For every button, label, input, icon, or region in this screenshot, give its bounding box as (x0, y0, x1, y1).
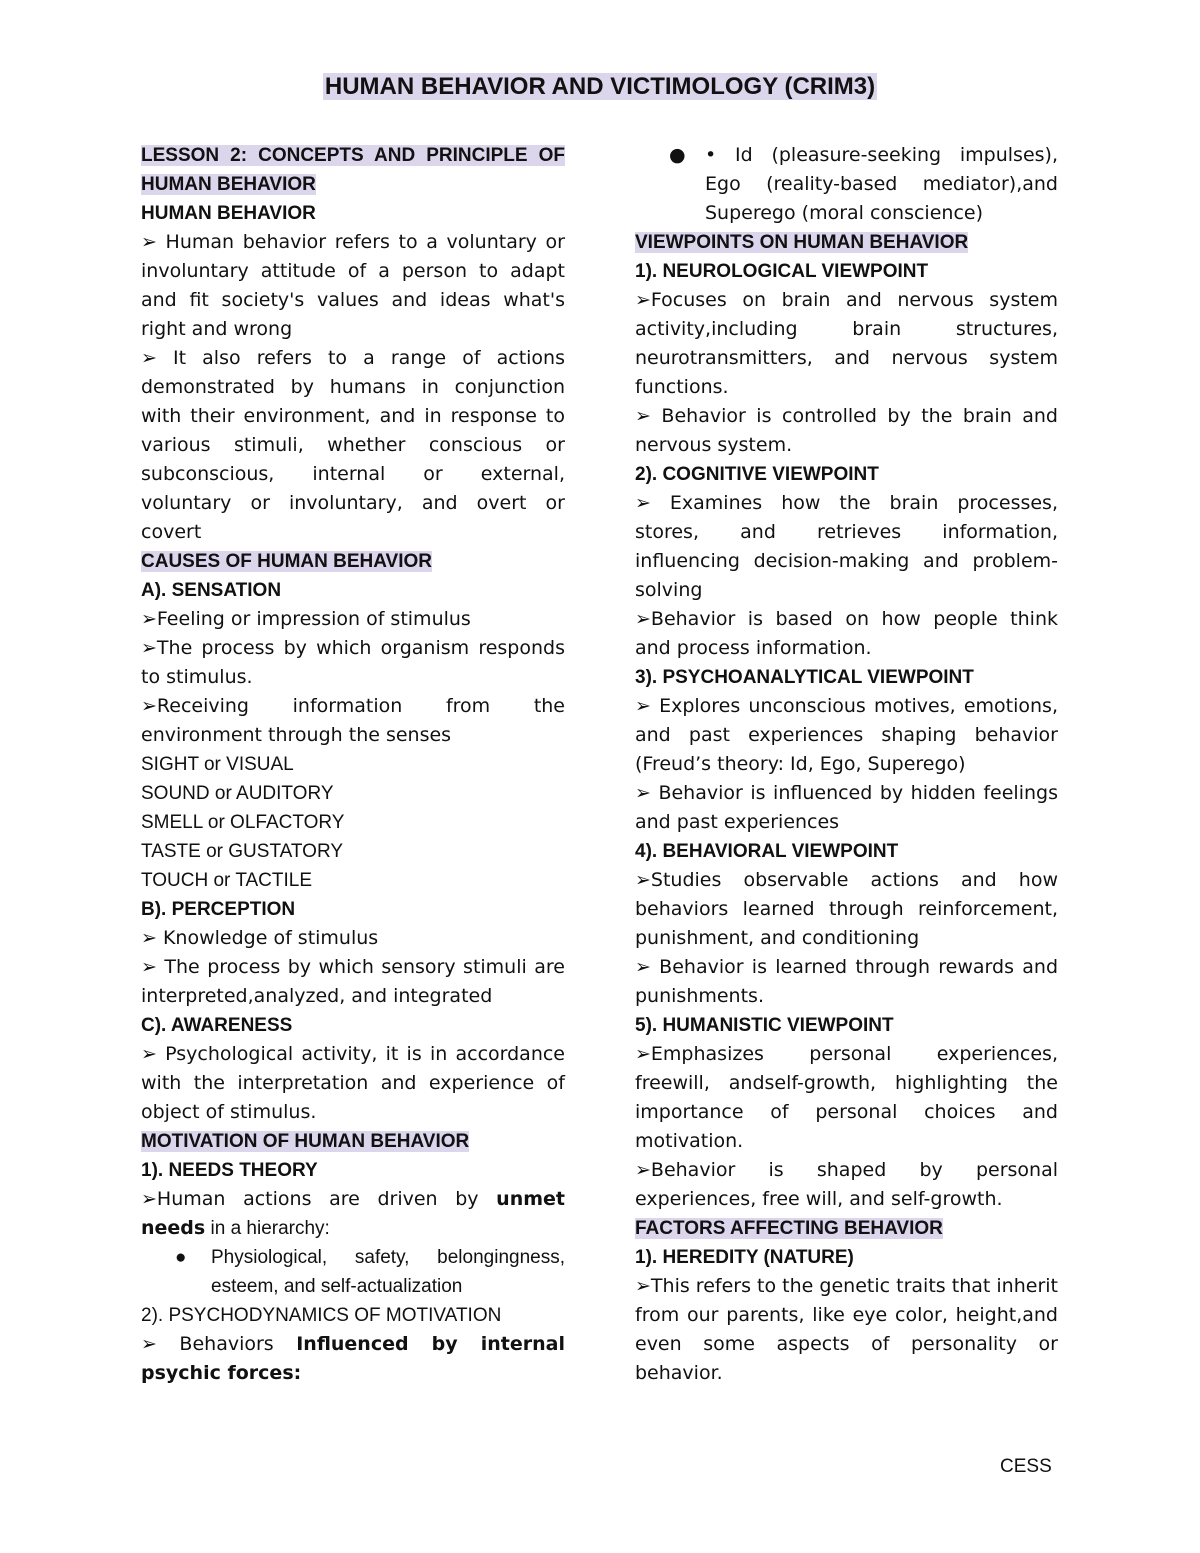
human-behavior-paragraph: ➢ It also refers to a range of actions demonstrated by humans in conjunction with their environment, and in response to various stimuli, whether conscious or subconscious, internal or external, voluntary or involuntary, and overt or covert (141, 347, 565, 543)
sense-item: SOUND or AUDITORY (141, 783, 334, 804)
psychoanalytical-paragraph: ➢ Explores unconscious motives, emotions, and past experiences shaping behavior (Freud’s theory: Id, Ego, Superego) (635, 695, 1058, 775)
neurological-paragraph: ➢ Behavior is controlled by the brain and nervous system. (635, 405, 1058, 456)
footer-label: CESS (1000, 1456, 1052, 1477)
perception-paragraph: ➢ The process by which sensory stimuli are interpreted,analyzed, and integrated (141, 956, 565, 1007)
causes-heading: CAUSES OF HUMAN BEHAVIOR (141, 551, 432, 572)
behavioral-heading: 4). BEHAVIORAL VIEWPOINT (635, 841, 899, 862)
lesson-heading: LESSON 2: CONCEPTS AND PRINCIPLE OF HUMAN BEHAVIOR (141, 145, 565, 195)
human-behavior-paragraph: ➢ Human behavior refers to a voluntary or involuntary attitude of a person to adapt and fit society's values and ideas what's right and wrong (141, 231, 565, 340)
sense-item: SIGHT or VISUAL (141, 754, 294, 775)
heredity-heading: 1). HEREDITY (NATURE) (635, 1247, 854, 1268)
behavioral-paragraph: ➢ Behavior is learned through rewards and punishments. (635, 956, 1058, 1007)
cognitive-heading: 2). COGNITIVE VIEWPOINT (635, 464, 879, 485)
sense-item: TASTE or GUSTATORY (141, 841, 343, 862)
sense-item: SMELL or OLFACTORY (141, 812, 345, 833)
needs-bullet-item: ● Physiological, safety, belongingness, esteem, and self-actualization (141, 1243, 565, 1301)
psychoanalytical-heading: 3). PSYCHOANALYTICAL VIEWPOINT (635, 667, 974, 688)
bullet-icon: ● (175, 1247, 187, 1268)
awareness-paragraph: ➢ Psychological activity, it is in accordance with the interpretation and experience of object of stimulus. (141, 1043, 565, 1123)
sensation-paragraph: ➢Receiving information from the environment through the senses (141, 695, 565, 746)
cognitive-paragraph: ➢ Examines how the brain processes, stores, and retrieves information, influencing decision-making and problem-solving (635, 492, 1058, 601)
humanistic-paragraph: ➢Behavior is shaped by personal experiences, free will, and self-growth. (635, 1159, 1058, 1210)
viewpoints-heading: VIEWPOINTS ON HUMAN BEHAVIOR (635, 232, 969, 253)
sense-item: TOUCH or TACTILE (141, 870, 313, 891)
neurological-paragraph: ➢Focuses on brain and nervous system activity,including brain structures, neurotransmitters, and nervous system functions. (635, 289, 1058, 398)
sensation-paragraph: ➢The process by which organism responds to stimulus. (141, 637, 565, 688)
document-title: HUMAN BEHAVIOR AND VICTIMOLOGY (CRIM3) (324, 73, 876, 100)
perception-paragraph: ➢ Knowledge of stimulus (141, 927, 379, 949)
right-column (635, 141, 1058, 1388)
sensation-paragraph: ➢Feeling or impression of stimulus (141, 608, 471, 630)
psychodynamics-paragraph: ➢ Behaviors Influenced by internal psychic forces: (141, 1333, 565, 1384)
neurological-heading: 1). NEUROLOGICAL VIEWPOINT (635, 261, 929, 282)
behavioral-paragraph: ➢Studies observable actions and how behaviors learned through reinforcement, punishment, and conditioning (635, 869, 1058, 949)
motivation-heading: MOTIVATION OF HUMAN BEHAVIOR (141, 1131, 470, 1152)
id-ego-superego-bullet: ● • Id (pleasure-seeking impulses), Ego (reality-based mediator),and Superego (moral conscience) (635, 141, 1058, 228)
left-column (141, 141, 565, 1388)
sensation-heading: A). SENSATION (141, 580, 282, 601)
psychoanalytical-paragraph: ➢ Behavior is influenced by hidden feelings and past experiences (635, 782, 1058, 833)
heredity-paragraph: ➢This refers to the genetic traits that inherit from our parents, like eye color, height,and even some aspects of personality or behavior. (635, 1275, 1058, 1384)
needs-theory-paragraph: ➢Human actions are driven by unmet needs in a hierarchy: (141, 1188, 565, 1239)
cognitive-paragraph: ➢Behavior is based on how people think and process information. (635, 608, 1058, 659)
psychodynamics-heading: 2). PSYCHODYNAMICS OF MOTIVATION (141, 1305, 502, 1326)
humanistic-paragraph: ➢Emphasizes personal experiences, freewill, andself-growth, highlighting the importance of personal choices and motivation. (635, 1043, 1058, 1152)
awareness-heading: C). AWARENESS (141, 1015, 293, 1036)
human-behavior-heading: HUMAN BEHAVIOR (141, 203, 316, 224)
needs-theory-heading: 1). NEEDS THEORY (141, 1160, 318, 1181)
humanistic-heading: 5). HUMANISTIC VIEWPOINT (635, 1015, 894, 1036)
bullet-icon: ● (669, 144, 686, 166)
factors-heading: FACTORS AFFECTING BEHAVIOR (635, 1218, 943, 1239)
perception-heading: B). PERCEPTION (141, 899, 296, 920)
